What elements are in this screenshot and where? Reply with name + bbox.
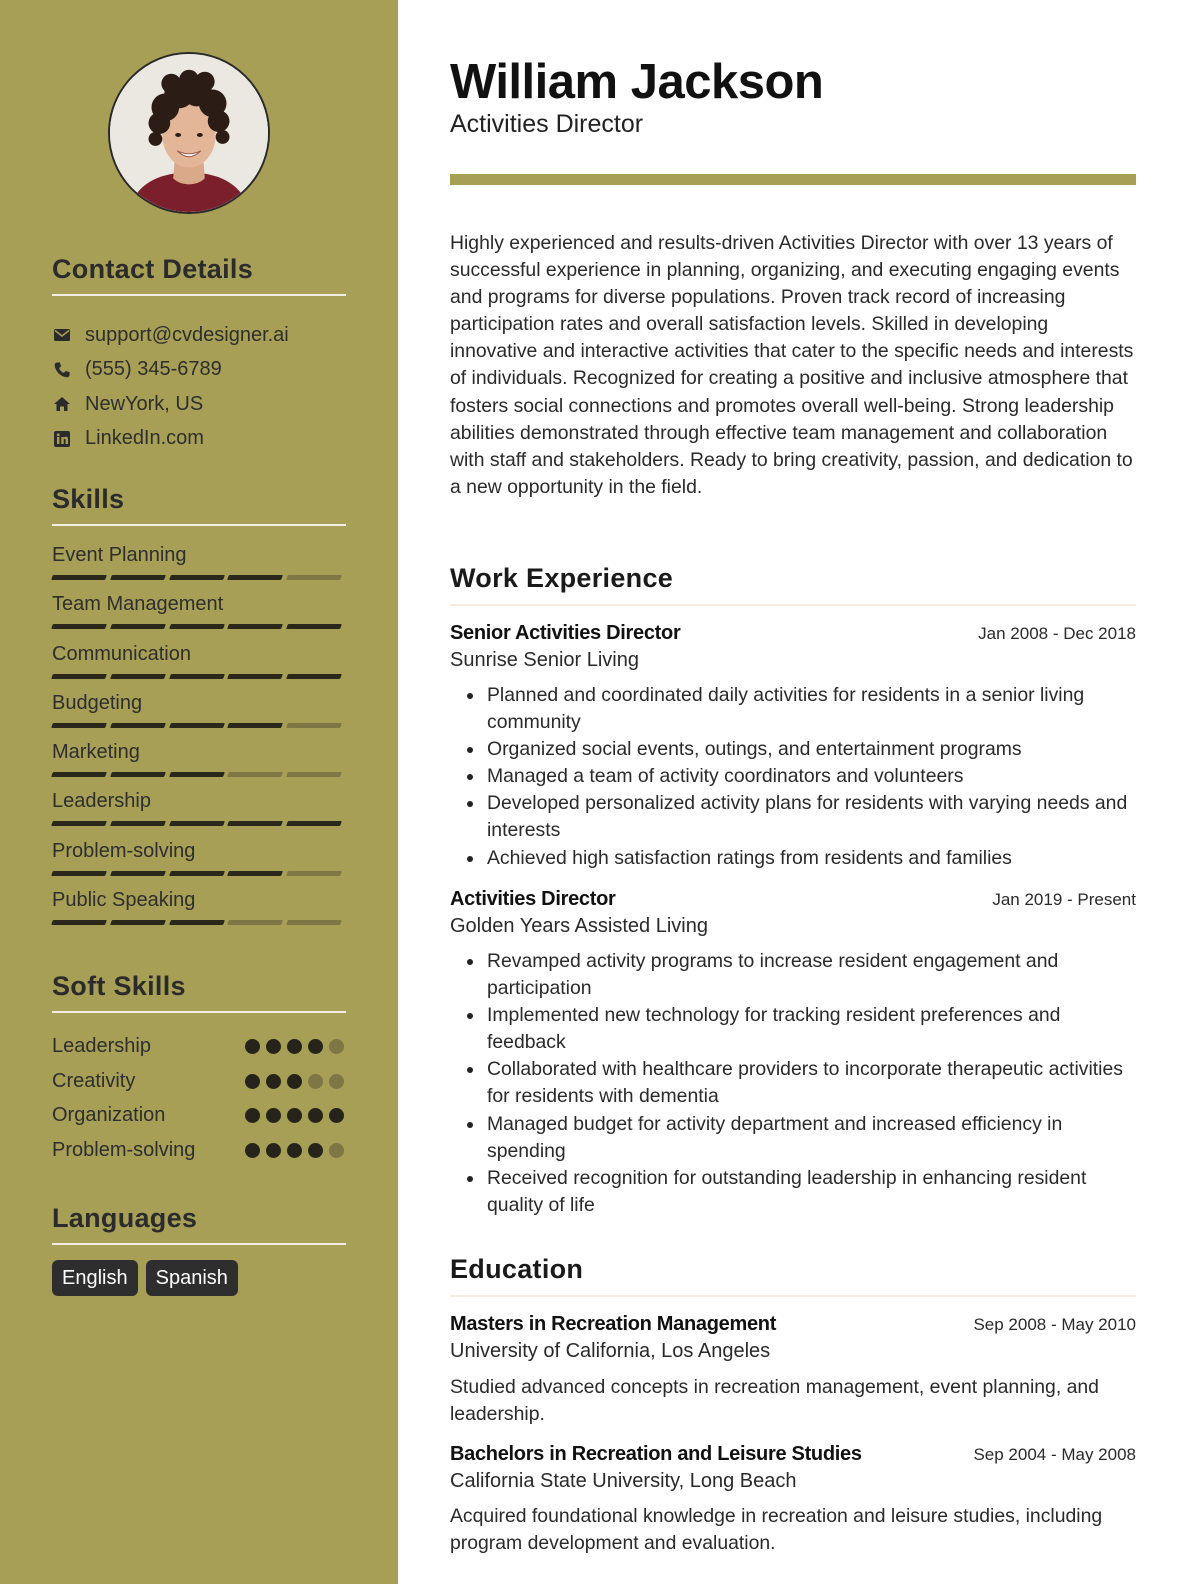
- job-bullets: [487, 948, 1139, 1219]
- skills-divider: [52, 524, 346, 526]
- envelope-icon: [52, 325, 72, 345]
- skill-bar-filled: [51, 723, 107, 728]
- education-dates: Sep 2008 - May 2010: [973, 1315, 1136, 1334]
- contact-heading: Contact Details: [52, 254, 254, 284]
- job-organization: Golden Years Assisted Living: [450, 915, 708, 937]
- rating-dot-empty: [329, 1074, 344, 1089]
- job-bullet: Organized social events, outings, and entertainment programs: [487, 736, 1139, 763]
- phone-icon: [52, 360, 72, 380]
- skill-bar-filled: [169, 575, 225, 580]
- soft-skill-level-dots: [239, 1143, 344, 1158]
- skill-bar-filled: [110, 624, 166, 629]
- job-role: Senior Activities Director: [450, 622, 681, 644]
- job-bullet: Received recognition for outstanding leadership in enhancing resident quality of life: [487, 1165, 1139, 1219]
- job-bullet: Managed a team of activity coordinators and volunteers: [487, 763, 1139, 790]
- skill-name: Leadership: [52, 790, 151, 813]
- job-bullet: Revamped activity programs to increase resident engagement and participation: [487, 948, 1139, 1002]
- skill-row: [52, 739, 346, 788]
- soft-skills-heading: Soft Skills: [52, 971, 186, 1001]
- soft-skill-row: [52, 1098, 346, 1133]
- languages-divider: [52, 1243, 346, 1245]
- skill-bar-filled: [169, 772, 225, 777]
- education-description: Studied advanced concepts in recreation management, event planning, and leadership.: [450, 1376, 1099, 1426]
- skill-level-bars: [52, 871, 346, 876]
- skill-level-bars: [52, 821, 346, 826]
- skill-row: [52, 887, 346, 936]
- skill-bar-filled: [51, 575, 107, 580]
- job-dates: Jan 2019 - Present: [992, 890, 1136, 909]
- job-header: [450, 888, 1136, 911]
- contact-phone-text: (555) 345-6789: [85, 358, 222, 381]
- skill-bar-empty: [286, 871, 342, 876]
- soft-skills-divider: [52, 1011, 346, 1013]
- job-header: [450, 622, 1136, 645]
- languages-section: [52, 1201, 346, 1296]
- rating-dot-filled: [287, 1108, 302, 1123]
- contact-location-text: NewYork, US: [85, 392, 204, 415]
- skill-bar-filled: [51, 674, 107, 679]
- rating-dot-filled: [287, 1039, 302, 1054]
- skill-bar-filled: [286, 624, 342, 629]
- skill-bar-filled: [169, 821, 225, 826]
- job-role: Activities Director: [450, 888, 616, 910]
- sidebar: [0, 0, 398, 1584]
- skills-heading: Skills: [52, 484, 125, 514]
- rating-dot-filled: [329, 1108, 344, 1123]
- skill-bar-filled: [110, 723, 166, 728]
- skill-row: [52, 690, 346, 739]
- skill-bar-filled: [51, 624, 107, 629]
- job-bullet: Implemented new technology for tracking resident preferences and feedback: [487, 1002, 1139, 1056]
- job-bullet: Managed budget for activity department and increased efficiency in spending: [487, 1111, 1139, 1165]
- education-divider: [450, 1295, 1136, 1297]
- contact-email[interactable]: [52, 318, 346, 353]
- skill-bar-filled: [110, 821, 166, 826]
- skill-bar-filled: [227, 723, 283, 728]
- rating-dot-empty: [329, 1039, 344, 1054]
- skill-bar-filled: [227, 821, 283, 826]
- work-experience-divider: [450, 604, 1136, 606]
- skill-row: [52, 788, 346, 837]
- soft-skill-row: [52, 1029, 346, 1064]
- skill-bar-filled: [227, 575, 283, 580]
- skill-bar-filled: [169, 624, 225, 629]
- skill-bar-empty: [286, 772, 342, 777]
- skill-level-bars: [52, 674, 346, 679]
- skill-bar-filled: [51, 920, 107, 925]
- skill-bar-empty: [227, 772, 283, 777]
- rating-dot-filled: [245, 1074, 260, 1089]
- contact-location: [52, 387, 346, 422]
- skill-level-bars: [52, 772, 346, 777]
- skill-bar-filled: [227, 871, 283, 876]
- skill-name: Problem-solving: [52, 839, 196, 862]
- contact-phone[interactable]: [52, 353, 346, 388]
- soft-skill-level-dots: [239, 1039, 344, 1054]
- soft-skill-name: Leadership: [52, 1034, 151, 1057]
- education-degree: Bachelors in Recreation and Leisure Studies: [450, 1443, 862, 1465]
- contact-divider: [52, 294, 346, 296]
- work-experience-heading: Work Experience: [450, 563, 674, 593]
- skills-list: [52, 542, 346, 936]
- candidate-title: Activities Director: [450, 110, 644, 138]
- language-pill: English: [52, 1260, 138, 1296]
- skill-level-bars: [52, 723, 346, 728]
- skill-bar-filled: [51, 871, 107, 876]
- skill-row: [52, 641, 346, 690]
- soft-skills-list: [52, 1029, 346, 1168]
- profile-summary: Highly experienced and results-driven Activities Director with over 13 years of successful experience in planning, organizing, and executing engaging events and programs for diverse populations. Proven track record of increasing participation rates and overall satisfaction levels. Skilled in developing innovative and interactive activities that cater to the specific needs and interests of individuals. Recognized for creating a positive and inclusive atmosphere that fosters social connections and promotes overall well-being. Strong leadership abilities demonstrated through effective team management and collaboration with staff and stakeholders. Ready to bring creativity, passion, and dedication to a new opportunity in the field.: [450, 232, 1134, 498]
- contact-linkedin-text: LinkedIn.com: [85, 427, 204, 450]
- job-bullet: Developed personalized activity plans for residents with varying needs and interests: [487, 790, 1139, 844]
- skill-bar-filled: [286, 821, 342, 826]
- skill-bar-filled: [227, 624, 283, 629]
- rating-dot-filled: [308, 1108, 323, 1123]
- avatar-portrait: [110, 54, 268, 212]
- education-school: California State University, Long Beach: [450, 1470, 797, 1492]
- contact-email-text: support@cvdesigner.ai: [85, 323, 289, 346]
- skill-bar-filled: [110, 772, 166, 777]
- skill-level-bars: [52, 575, 346, 580]
- job-organization: Sunrise Senior Living: [450, 649, 639, 671]
- rating-dot-empty: [329, 1143, 344, 1158]
- soft-skill-level-dots: [239, 1074, 344, 1089]
- languages-heading: Languages: [52, 1203, 198, 1233]
- skill-bar-filled: [110, 674, 166, 679]
- contact-linkedin[interactable]: [52, 422, 346, 457]
- skill-name: Communication: [52, 642, 191, 665]
- skill-bar-filled: [169, 920, 225, 925]
- soft-skill-name: Organization: [52, 1104, 166, 1127]
- language-pill: Spanish: [146, 1260, 238, 1296]
- skill-bar-filled: [110, 575, 166, 580]
- soft-skills-section: [52, 969, 346, 1168]
- rating-dot-filled: [245, 1039, 260, 1054]
- skill-row: [52, 838, 346, 887]
- skill-row: [52, 542, 346, 591]
- education-description: Acquired foundational knowledge in recreation and leisure studies, including program development and evaluation.: [450, 1505, 1103, 1555]
- job-bullet: Collaborated with healthcare providers to incorporate therapeutic activities for residents with dementia: [487, 1056, 1139, 1110]
- header-accent-bar: [450, 174, 1136, 185]
- skill-bar-empty: [286, 723, 342, 728]
- rating-dot-empty: [308, 1074, 323, 1089]
- skill-level-bars: [52, 624, 346, 629]
- job-bullets: [487, 682, 1139, 872]
- skill-bar-filled: [51, 772, 107, 777]
- soft-skill-level-dots: [239, 1108, 344, 1123]
- job-bullet: Planned and coordinated daily activities for residents in a senior living community: [487, 682, 1139, 736]
- skill-name: Team Management: [52, 593, 224, 616]
- skill-bar-filled: [227, 674, 283, 679]
- skill-level-bars: [52, 920, 346, 925]
- education-school: University of California, Los Angeles: [450, 1340, 771, 1362]
- education-heading: Education: [450, 1254, 584, 1284]
- soft-skill-name: Problem-solving: [52, 1138, 196, 1161]
- candidate-name: William Jackson: [450, 55, 824, 109]
- education-header: [450, 1443, 1136, 1466]
- rating-dot-filled: [266, 1143, 281, 1158]
- skill-name: Budgeting: [52, 691, 143, 714]
- soft-skill-name: Creativity: [52, 1069, 136, 1092]
- skill-row: [52, 591, 346, 640]
- soft-skill-row: [52, 1133, 346, 1168]
- profile-photo: [108, 52, 270, 214]
- soft-skill-row: [52, 1064, 346, 1099]
- rating-dot-filled: [266, 1108, 281, 1123]
- rating-dot-filled: [245, 1143, 260, 1158]
- rating-dot-filled: [287, 1074, 302, 1089]
- home-icon: [52, 394, 72, 414]
- skill-bar-filled: [51, 821, 107, 826]
- rating-dot-filled: [266, 1039, 281, 1054]
- education-degree: Masters in Recreation Management: [450, 1313, 777, 1335]
- rating-dot-filled: [308, 1143, 323, 1158]
- skill-bar-filled: [110, 871, 166, 876]
- rating-dot-filled: [308, 1039, 323, 1054]
- job-dates: Jan 2008 - Dec 2018: [978, 624, 1136, 643]
- skill-bar-filled: [286, 674, 342, 679]
- skill-bar-filled: [169, 674, 225, 679]
- skill-bar-empty: [286, 575, 342, 580]
- skill-name: Marketing: [52, 741, 140, 764]
- skills-section: [52, 482, 346, 936]
- contact-section: [52, 252, 346, 456]
- rating-dot-filled: [266, 1074, 281, 1089]
- contact-list: [52, 318, 346, 456]
- skill-bar-empty: [286, 920, 342, 925]
- education-header: [450, 1313, 1136, 1336]
- job-bullet: Achieved high satisfaction ratings from residents and families: [487, 845, 1139, 872]
- rating-dot-filled: [287, 1143, 302, 1158]
- education-dates: Sep 2004 - May 2008: [973, 1445, 1136, 1464]
- languages-list: [52, 1260, 346, 1296]
- skill-bar-empty: [227, 920, 283, 925]
- skill-bar-filled: [110, 920, 166, 925]
- linkedin-icon: [52, 429, 72, 449]
- rating-dot-filled: [245, 1108, 260, 1123]
- skill-name: Event Planning: [52, 544, 187, 566]
- skill-name: Public Speaking: [52, 889, 196, 912]
- skill-bar-filled: [169, 723, 225, 728]
- skill-bar-filled: [169, 871, 225, 876]
